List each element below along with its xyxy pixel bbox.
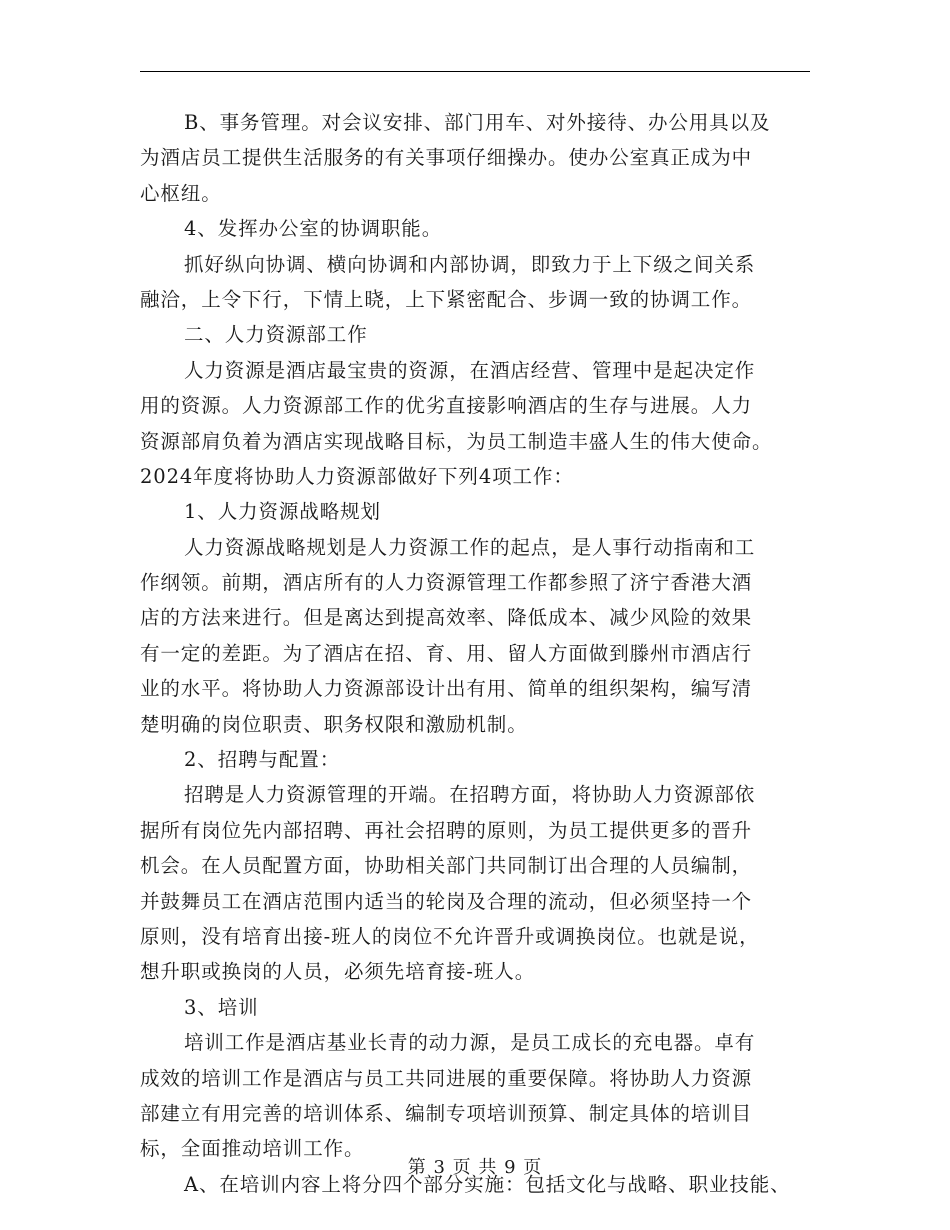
text-line: A、在培训内容上将分四个部分实施：包括文化与战略、职业技能、 <box>184 1172 791 1196</box>
text-line: 心枢纽。 <box>140 181 222 205</box>
text-line: 作纲领。前期，酒店所有的人力资源管理工作都参照了济宁香港大酒 <box>140 571 753 595</box>
text-line: 3、培训 <box>184 995 259 1019</box>
text-line: 资源部肩负着为酒店实现战略目标，为员工制造丰盛人生的伟大使命。 <box>140 429 773 453</box>
text-line: 人力资源战略规划是人力资源工作的起点，是人事行动指南和工 <box>184 535 756 559</box>
text-line: 1、人力资源战略规划 <box>184 500 381 524</box>
text-line: 有一定的差距。为了酒店在招、育、用、留人方面做到滕州市酒店行 <box>140 641 753 665</box>
text-line: 为酒店员工提供生活服务的有关事项仔细操办。使办公室真正成为中 <box>140 146 753 170</box>
text-line: 标，全面推动培训工作。 <box>140 1137 365 1161</box>
text-line: 4、发挥办公室的协调职能。 <box>184 217 443 241</box>
text-line: 部建立有用完善的培训体系、编制专项培训预算、制定具体的培训目 <box>140 1101 753 1125</box>
text-line: 据所有岗位先内部招聘、再社会招聘的原则，为员工提供更多的晋升 <box>140 818 753 842</box>
text-line: 2、招聘与配置： <box>184 748 341 772</box>
text-line: 原则，没有培育出接-班人的岗位不允许晋升或调换岗位。也就是说， <box>140 924 760 948</box>
header-rule <box>140 71 810 72</box>
document-body <box>140 105 810 1202</box>
text-line: 用的资源。人力资源部工作的优劣直接影响酒店的生存与进展。人力 <box>140 394 753 418</box>
text-line: 成效的培训工作是酒店与员工共同进展的重要保障。将协助人力资源 <box>140 1066 753 1090</box>
text-line: 二、人力资源部工作 <box>184 323 368 347</box>
text-line: 招聘是人力资源管理的开端。在招聘方面，将协助人力资源部依 <box>184 783 756 807</box>
text-line: 机会。在人员配置方面，协助相关部门共同制订出合理的人员编制， <box>140 854 753 878</box>
text-line: 人力资源是酒店最宝贵的资源，在酒店经营、管理中是起决定作 <box>184 358 756 382</box>
text-line: 培训工作是酒店基业长青的动力源，是员工成长的充电器。卓有 <box>184 1031 756 1055</box>
text-line: B、事务管理。对会议安排、部门用车、对外接待、办公用具以及 <box>184 111 771 134</box>
page-footer: 第 3 页 共 9 页 <box>407 1157 543 1178</box>
text-line: 楚明确的岗位职责、职务权限和激励机制。 <box>140 712 528 736</box>
text-line: 业的水平。将协助人力资源部设计出有用、简单的组织架构，编写清 <box>140 677 753 701</box>
text-line: 并鼓舞员工在酒店范围内适当的轮岗及合理的流动，但必须坚持一个 <box>140 889 753 913</box>
text-line: 抓好纵向协调、横向协调和内部协调，即致力于上下级之间关系 <box>184 252 756 276</box>
text-line: 想升职或换岗的人员，必须先培育接-班人。 <box>140 960 536 984</box>
text-line: 融洽，上令下行，下情上晓，上下紧密配合、步调一致的协调工作。 <box>140 287 753 311</box>
text-line: 店的方法来进行。但是离达到提高效率、降低成本、减少风险的效果 <box>140 606 753 630</box>
text-line: 2024年度将协助人力资源部做好下列4项工作： <box>140 464 574 488</box>
